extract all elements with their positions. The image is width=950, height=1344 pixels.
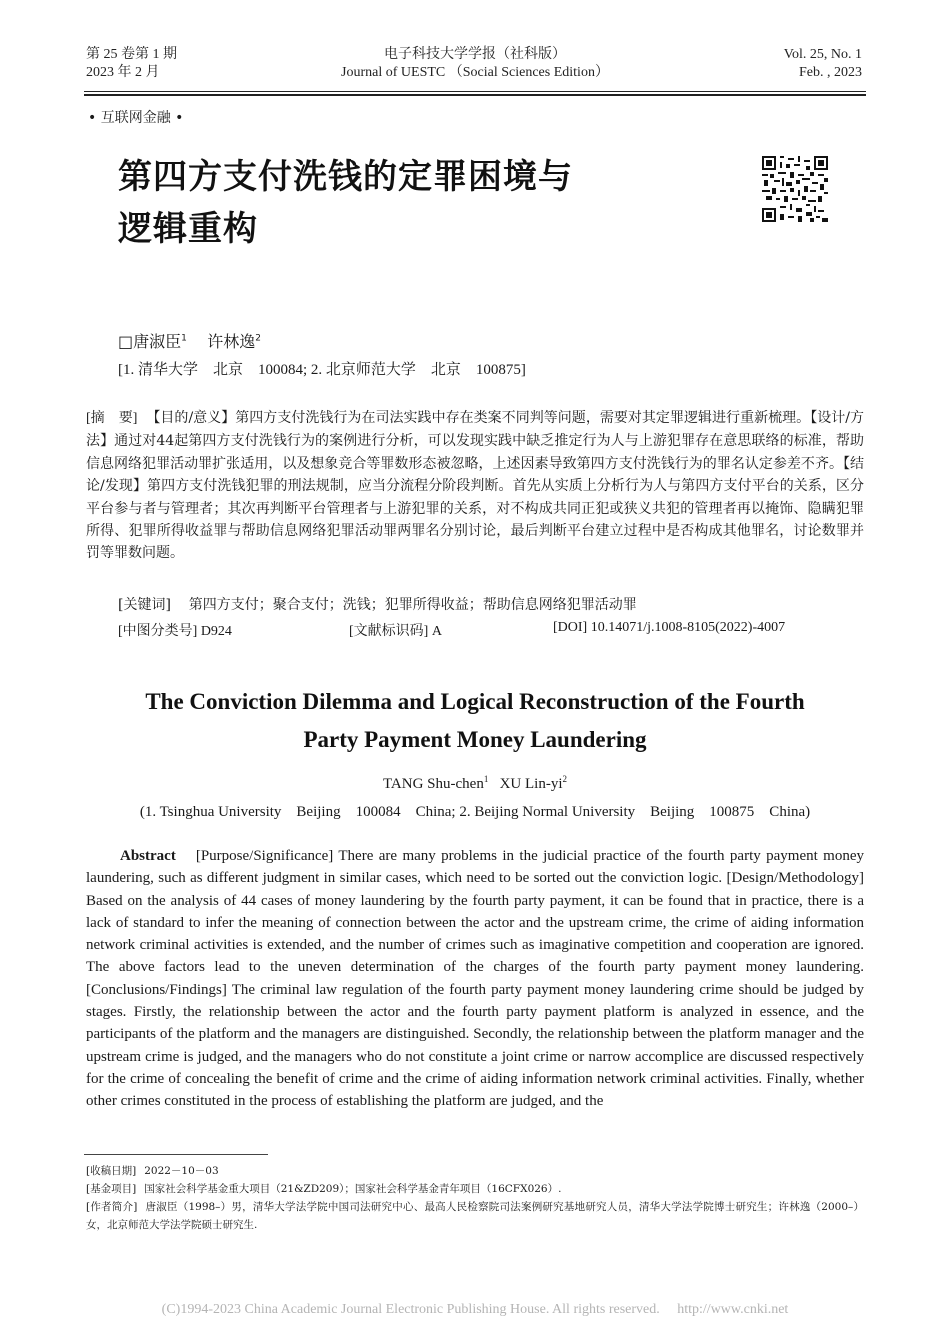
chinese-abstract: [86, 407, 864, 565]
doi: [DOI] 10.14071/j.1008-8105(2022)-4007: [553, 620, 786, 635]
chinese-authors: [118, 329, 261, 352]
document-code: [文献标识码] A: [349, 624, 442, 639]
author-2-cn-sup: 2: [255, 333, 261, 344]
clc-number: [中图分类号] D924: [118, 624, 232, 639]
footnote-received-text: 2022－10－03: [144, 1165, 219, 1177]
english-title-line-1: The Conviction Dilemma and Logical Reconstruction of the Fourth: [145, 689, 805, 714]
english-abstract: [86, 845, 864, 1113]
header-rule-thin: [84, 91, 866, 92]
author-1-cn-sup: 1: [181, 333, 187, 344]
footnote-funding-text: 国家社会科学基金重大项目（21&ZD209）；国家社会科学基金青年项目（16CFX026）.: [144, 1183, 562, 1195]
author-2-en-sup: 2: [562, 774, 568, 784]
keywords: [118, 594, 637, 614]
english-abstract-text: [Purpose/Significance] There are many problems in the judicial practice of the fourth party payment money laundering, such as different judgment in similar cases, which need to be sorted out the conviction logic. [Design/Methodology] Based on the analysis of 44 cases of money laundering by the fourth party payment, it can be found that in practice, there is a lack of standard to infer the meaning of connection between the actor and the upstream crime, the crime of aiding information network criminal activities is extended, and the number of crimes such as imaginative competition and cooperation are ignored. The above factors lead to the uneven determination of the charges of the fourth party payment money laundering. [Conclusions/Findings] The criminal law regulation of the fourth party payment money laundering crime should be judged by stages. Firstly, the relationship between the actor and the fourth party payment platform is analyzed in essence, and the participants of the platform and the managers are distinguished. Secondly, the relationship between the platform manager and the upstream crime is judged, and the managers who do not constitute a joint crime or narrow accomplice are discussed respectively for the crime of concealing the benefit of crime and the crime of aiding information network criminal activities. Finally, whether other crimes constituted in the process of establishing the platform are judged, and the: [86, 848, 864, 1110]
keywords-label: [关键词]: [118, 597, 171, 613]
footnote-funding: [86, 1180, 864, 1198]
keywords-text: 第四方支付；聚合支付；洗钱；犯罪所得收益；帮助信息网络犯罪活动罪: [188, 597, 637, 613]
chinese-abstract-label: [摘 要]: [86, 411, 138, 426]
author-1-en-sup: 1: [483, 774, 489, 784]
chinese-title: [118, 151, 678, 255]
english-affiliations: (1. Tsinghua University Beijing 100084 China; 2. Beijing Normal University Beijing 100875 China): [139, 804, 811, 820]
english-title: [0, 683, 950, 759]
qr-code-icon: [762, 156, 828, 222]
footnote-authors-text: 唐淑臣（1998–）男，清华大学法学院中国司法研究中心、最高人民检察院司法案例研究基地研究人员，清华大学法学院博士研究生；许林逸（2000–）女，北京师范大学法学院硕士研究生.: [86, 1201, 864, 1231]
english-title-line-2: Party Payment Money Laundering: [303, 727, 647, 752]
chinese-title-line-2: 逻辑重构: [118, 209, 258, 249]
author-marker: □: [118, 332, 134, 351]
footnotes: [86, 1162, 864, 1234]
header-volume: 第 25 卷第 1 期: [86, 47, 177, 62]
english-abstract-label: Abstract: [120, 848, 176, 864]
author-1-en: TANG Shu-chen: [382, 776, 484, 792]
header-journal-en: Journal of UESTC （Social Sciences Edition）: [341, 65, 609, 80]
chinese-abstract-text: 【目的/意义】第四方支付洗钱行为在司法实践中存在类案不同判等问题，需要对其定罪逻辑进行重新梳理。【设计/方法】通过对44起第四方支付洗钱行为的案例进行分析，可以发现实践中缺乏推定行为人与上游犯罪存在意思联络的标准，帮助信息网络犯罪活动罪扩张适用，以及想象竞合等罪数形态被忽略，上述因素导致第四方支付洗钱行为的罪名认定参差不齐。【结论/发现】第四方支付洗钱犯罪的刑法规制，应当分流程分阶段判断。首先从实质上分析行为人与第四方支付平台的关系，区分平台参与者与管理者；其次再判断平台管理者与上游犯罪的关系，对不构成共同正犯或狭义共犯的管理者再以掩饰、隐瞒犯罪所得、犯罪所得收益罪与帮助信息网络犯罪活动罪两罪名分别讨论，最后判断平台建立过程中是否构成其他罪名，讨论数罪并罚等罪数问题。: [86, 410, 864, 562]
footnote-funding-label: [基金项目]: [86, 1183, 137, 1195]
chinese-title-line-1: 第四方支付洗钱的定罪困境与: [118, 157, 573, 197]
chinese-affiliations: [1. 清华大学 北京 100084; 2. 北京师范大学 北京 100875]: [118, 362, 526, 378]
footnote-rule: [84, 1154, 268, 1155]
header-date: 2023 年 2 月: [86, 65, 160, 80]
footnote-authors-label: [作者简介]: [86, 1201, 138, 1213]
author-2-en: XU Lin-yi: [499, 776, 563, 792]
author-1-cn: 唐淑臣: [133, 332, 182, 351]
footnote-received-label: [收稿日期]: [86, 1165, 137, 1177]
section-tag: • 互联网金融 •: [88, 110, 184, 126]
header-rule-thick: [84, 94, 866, 96]
copyright-notice: (C)1994-2023 China Academic Journal Electronic Publishing House. All rights reserved. http://www.cnki.net: [161, 1302, 789, 1317]
footnote-authors: [86, 1198, 864, 1234]
header-date-en: Feb. , 2023: [799, 65, 862, 80]
header-volume-en: Vol. 25, No. 1: [783, 47, 862, 62]
footnote-received: [86, 1162, 864, 1180]
header-issue-en: [784, 46, 862, 82]
header-journal-cn: 电子科技大学学报（社科版）: [384, 47, 566, 62]
english-authors: [0, 774, 950, 793]
author-2-cn: 许林逸: [207, 332, 256, 351]
